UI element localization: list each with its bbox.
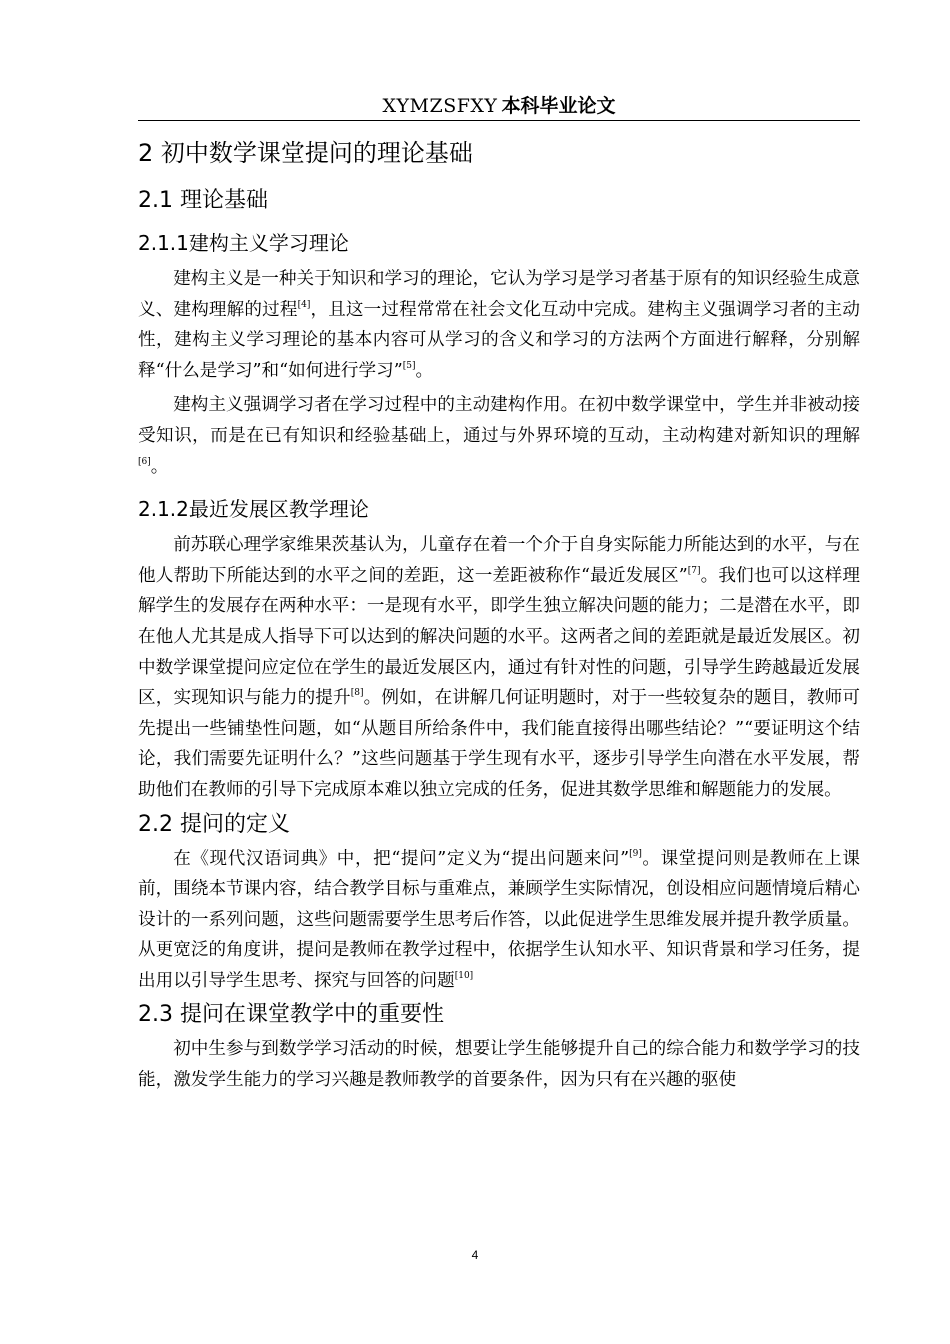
section-heading-2-2: 2.2 提问的定义 (138, 811, 290, 837)
citation-ref: [9] (629, 848, 642, 859)
citation-ref: [5] (402, 360, 416, 371)
page-content (138, 132, 860, 1100)
citation-ref: [7] (687, 565, 701, 576)
citation-ref: [4] (297, 299, 311, 310)
section-heading-2-3: 2.3 提问在课堂教学中的重要性 (138, 1002, 444, 1028)
citation-ref: [10] (454, 970, 474, 981)
paragraph-questioning-importance: 初中生参与到数学学习活动的时候，想要让学生能够提升自己的综合能力和数学学习的技能，激发学生能力的学习兴趣是教师教学的首要条件，因为只有在兴趣的驱使 (138, 1039, 860, 1091)
paragraph-constructivism-1: 建构主义是一种关于知识和学习的理论，它认为学习是学习者基于原有的知识经验生成意义、建构理解的过程[4]，且这一过程常常在社会文化互动中完成。建构主义强调学习者的主动性，建构主义学习理论的基本内容可从学习的含义和学习的方法两个方面进行解释，分别解释“什么是学习”和“如何进行学习”[5]。 (138, 269, 860, 381)
running-header (138, 94, 860, 121)
paragraph-constructivism-2: 建构主义强调学习者在学习过程中的主动建构作用。在初中数学课堂中，学生并非被动接受知识，而是在已有知识和经验基础上，通过与外界环境的互动，主动构建对新知识的理解[6]。 (138, 395, 860, 477)
page-number: 4 (471, 1248, 479, 1262)
subsection-heading-2-1-1: 2.1.1建构主义学习理论 (138, 231, 349, 255)
section-heading-2-1: 2.1 理论基础 (138, 188, 268, 213)
header-title: 本科毕业论文 (501, 95, 616, 117)
citation-ref: [8] (350, 688, 364, 699)
paragraph-zpd: 前苏联心理学家维果茨基认为，儿童存在着一个介于自身实际能力所能达到的水平，与在他人帮助下所能达到的水平之间的差距，这一差距被称作“最近发展区”[7]。我们也可以这样理解学生的发展存在两种水平：一是现有水平，即学生独立解决问题的能力；二是潜在水平，即在他人尤其是成人指导下可以达到的解决问题的水平。这两者之间的差距就是最近发展区。初中数学课堂提问应定位在学生的最近发展区内，通过有针对性的问题，引导学生跨越最近发展区，实现知识与能力的提升[8]。例如，在讲解几何证明题时，对于一些较复杂的题目，教师可先提出一些铺垫性问题，如“从题目所给条件中，我们能直接得出哪些结论？”“要证明这个结论，我们需要先证明什么？”这些问题基于学生现有水平，逐步引导学生向潜在水平发展，帮助他们在教师的引导下完成原本难以独立完成的任务，促进其数学思维和解题能力的发展。 (138, 535, 860, 800)
chapter-heading: 2 初中数学课堂提问的理论基础 (138, 139, 473, 167)
paragraph-questioning-definition: 在《现代汉语词典》中，把“提问”定义为“提出问题来问”[9]。课堂提问则是教师在上课前，围绕本节课内容，结合教学目标与重难点，兼顾学生实际情况，创设相应问题情境后精心设计的一系列问题，这些问题需要学生思考后作答，以此促进学生思维发展并提升教学质量。从更宽泛的角度讲，提问是教师在教学过程中，依据学生认知水平、知识背景和学习任务，提出用以引导学生思考、探究与回答的问题[10] (138, 848, 860, 991)
header-abbreviation: XYMZSFXY (382, 95, 498, 117)
subsection-heading-2-1-2: 2.1.2最近发展区教学理论 (138, 497, 369, 522)
citation-ref: [6] (138, 456, 151, 467)
